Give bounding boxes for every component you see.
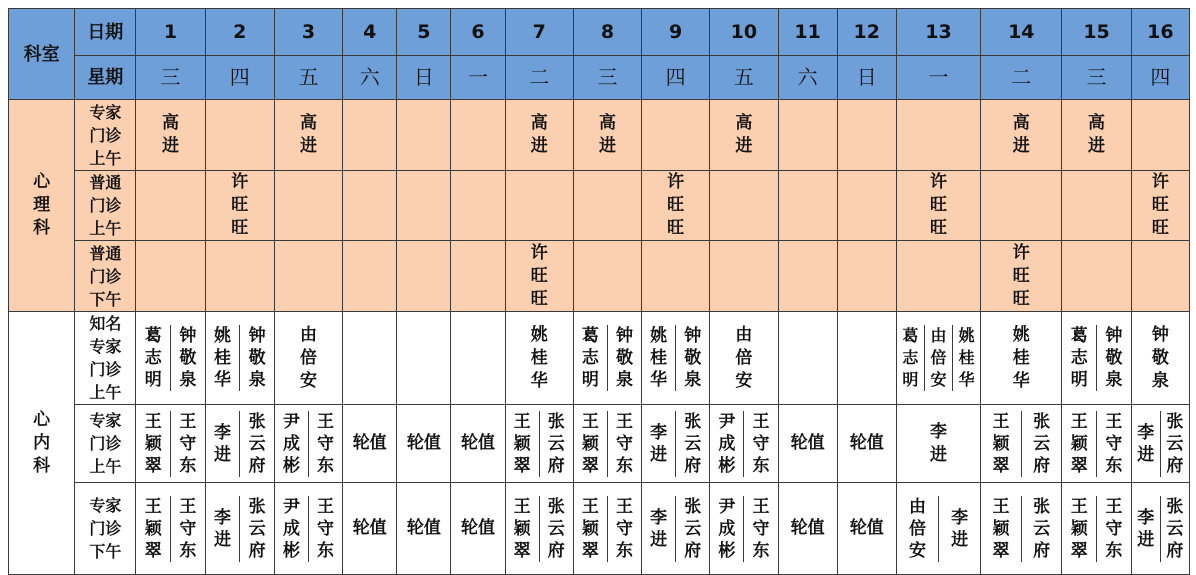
schedule-cell <box>778 312 837 405</box>
doctor-name: 李 进 <box>938 496 980 562</box>
schedule-cell <box>205 312 274 405</box>
doctor-name: 李 进 <box>1137 422 1155 465</box>
schedule-cell <box>1062 171 1131 241</box>
weekday-cell: 日 <box>397 56 451 100</box>
weekday-cell: 六 <box>343 56 397 100</box>
schedule-cell <box>981 405 1062 483</box>
schedule-cell <box>642 312 710 405</box>
schedule-cell <box>778 100 837 171</box>
schedule-cell <box>642 405 710 483</box>
doctor-name: 王 颖 翠 <box>992 411 1010 476</box>
doctor-name: 王 守 东 <box>1096 496 1131 562</box>
doctor-name: 张 云 府 <box>239 496 274 562</box>
schedule-cell <box>981 483 1062 575</box>
weekday-cell: 一 <box>896 56 980 100</box>
doctor-name: 李 进 <box>213 422 231 465</box>
schedule-cell: 高 进 <box>136 100 205 171</box>
doctor-name: 尹 成 彬 <box>718 496 736 561</box>
schedule-cell: 高 进 <box>573 100 641 171</box>
doctor-name: 王 颖 翠 <box>581 496 599 561</box>
schedule-cell <box>136 483 205 575</box>
dept-cardio: 心 内 科 <box>9 312 75 575</box>
doctor-name: 葛 志 明 <box>902 326 919 389</box>
weekday-cell: 三 <box>573 56 641 100</box>
schedule-cell <box>343 100 397 171</box>
doctor-name: 李 进 <box>650 507 668 550</box>
date-cell: 1 <box>136 9 205 56</box>
schedule-cell <box>136 241 205 312</box>
date-cell: 8 <box>573 9 641 56</box>
weekday-cell: 五 <box>274 56 342 100</box>
schedule-cell <box>397 100 451 171</box>
date-label: 日期 <box>75 9 136 56</box>
doctor-name: 李 进 <box>213 507 231 550</box>
doctor-name: 姚 桂 华 <box>952 325 980 391</box>
date-cell: 16 <box>1131 9 1189 56</box>
schedule-cell <box>642 241 710 312</box>
doctor-name: 张 云 府 <box>1160 411 1189 477</box>
schedule-cell: 轮值 <box>778 405 837 483</box>
schedule-cell: 轮值 <box>778 483 837 575</box>
schedule-cell <box>505 171 573 241</box>
schedule-cell: 轮值 <box>343 483 397 575</box>
weekday-cell: 六 <box>778 56 837 100</box>
schedule-cell <box>274 405 342 483</box>
doctor-name: 张 云 府 <box>239 411 274 477</box>
doctor-name: 钟 敬 泉 <box>1096 325 1131 391</box>
doctor-name: 由 倍 安 <box>908 496 926 561</box>
date-cell: 15 <box>1062 9 1131 56</box>
doctor-name: 王 颖 翠 <box>1070 411 1088 476</box>
schedule-cell <box>505 483 573 575</box>
schedule-cell <box>1131 241 1189 312</box>
date-cell: 5 <box>397 9 451 56</box>
date-cell: 6 <box>451 9 505 56</box>
schedule-cell <box>896 312 980 405</box>
schedule-cell: 许 旺 旺 <box>896 171 980 241</box>
schedule-cell <box>896 483 980 575</box>
doctor-name: 姚 桂 华 <box>213 326 231 390</box>
row-label: 专家 门诊 上午 <box>75 405 136 483</box>
schedule-cell <box>778 171 837 241</box>
weekday-cell: 四 <box>205 56 274 100</box>
schedule-cell <box>710 405 778 483</box>
schedule-cell <box>1062 241 1131 312</box>
weekday-cell: 四 <box>642 56 710 100</box>
schedule-cell <box>1131 100 1189 171</box>
schedule-cell <box>397 241 451 312</box>
schedule-cell <box>1062 483 1131 575</box>
schedule-cell <box>451 241 505 312</box>
schedule-cell <box>1062 312 1131 405</box>
doctor-name: 姚 桂 华 <box>650 326 668 390</box>
schedule-cell <box>837 312 896 405</box>
doctor-name: 王 守 东 <box>1096 411 1131 477</box>
schedule-cell: 轮值 <box>837 483 896 575</box>
schedule-cell <box>573 241 641 312</box>
schedule-cell: 由 倍 安 <box>274 312 342 405</box>
schedule-cell <box>1062 405 1131 483</box>
weekday-cell: 日 <box>837 56 896 100</box>
weekday-cell: 五 <box>710 56 778 100</box>
doctor-name: 王 颖 翠 <box>992 496 1010 561</box>
schedule-cell: 许 旺 旺 <box>1131 171 1189 241</box>
schedule-cell <box>397 312 451 405</box>
weekday-cell: 三 <box>1062 56 1131 100</box>
doctor-name: 王 颖 翠 <box>144 496 162 561</box>
schedule-cell <box>573 312 641 405</box>
doctor-name: 张 云 府 <box>1021 411 1062 477</box>
doctor-name: 张 云 府 <box>1160 496 1189 562</box>
doctor-name: 葛 志 明 <box>1070 326 1088 390</box>
doctor-name: 葛 志 明 <box>581 326 599 390</box>
doctor-name: 尹 成 彬 <box>282 411 300 476</box>
schedule-cell: 姚 桂 华 <box>505 312 573 405</box>
schedule-cell: 许 旺 旺 <box>505 241 573 312</box>
schedule-cell <box>896 100 980 171</box>
doctor-name: 张 云 府 <box>539 496 573 562</box>
dept-header: 科室 <box>9 9 75 100</box>
schedule-cell <box>837 100 896 171</box>
schedule-cell: 轮值 <box>397 405 451 483</box>
schedule-cell <box>274 241 342 312</box>
date-cell: 13 <box>896 9 980 56</box>
doctor-name: 钟 敬 泉 <box>170 325 205 391</box>
doctor-name: 尹 成 彬 <box>282 496 300 561</box>
schedule-cell <box>642 100 710 171</box>
weekday-cell: 二 <box>981 56 1062 100</box>
schedule-cell: 由 倍 安 <box>710 312 778 405</box>
schedule-cell <box>451 100 505 171</box>
schedule-cell: 高 进 <box>274 100 342 171</box>
schedule-cell <box>573 483 641 575</box>
schedule-cell <box>451 312 505 405</box>
row-label: 知名 专家 门诊 上午 <box>75 312 136 405</box>
schedule-cell <box>205 405 274 483</box>
doctor-name: 王 颖 翠 <box>513 411 531 476</box>
schedule-cell <box>573 171 641 241</box>
schedule-cell: 姚 桂 华 <box>981 312 1062 405</box>
doctor-name: 张 云 府 <box>539 411 573 477</box>
schedule-cell <box>274 171 342 241</box>
schedule-cell <box>778 241 837 312</box>
date-cell: 11 <box>778 9 837 56</box>
doctor-name: 王 守 东 <box>743 411 777 477</box>
date-cell: 14 <box>981 9 1062 56</box>
doctor-name: 王 守 东 <box>607 411 641 477</box>
schedule-cell <box>205 483 274 575</box>
doctor-name: 王 颖 翠 <box>144 411 162 476</box>
doctor-name: 王 守 东 <box>308 411 342 477</box>
doctor-name: 王 守 东 <box>607 496 641 562</box>
weekday-cell: 二 <box>505 56 573 100</box>
date-cell: 3 <box>274 9 342 56</box>
doctor-name: 王 守 东 <box>743 496 777 562</box>
schedule-cell <box>205 241 274 312</box>
schedule-cell <box>451 171 505 241</box>
schedule-cell: 高 进 <box>1062 100 1131 171</box>
schedule-cell <box>837 241 896 312</box>
date-cell: 2 <box>205 9 274 56</box>
doctor-name: 葛 志 明 <box>144 326 162 390</box>
doctor-name: 钟 敬 泉 <box>675 325 709 391</box>
weekday-cell: 四 <box>1131 56 1189 100</box>
doctor-name: 王 颖 翠 <box>581 411 599 476</box>
row-label: 普通 门诊 下午 <box>75 241 136 312</box>
doctor-name: 张 云 府 <box>1021 496 1062 562</box>
doctor-name: 李 进 <box>1137 507 1155 550</box>
doctor-name: 李 进 <box>650 422 668 465</box>
schedule-cell <box>642 483 710 575</box>
schedule-cell: 轮值 <box>451 483 505 575</box>
weekday-cell: 一 <box>451 56 505 100</box>
schedule-cell <box>505 405 573 483</box>
doctor-name: 由 倍 安 <box>924 325 952 391</box>
row-label: 专家 门诊 上午 <box>75 100 136 171</box>
schedule-cell <box>343 171 397 241</box>
schedule-cell <box>205 100 274 171</box>
doctor-name: 王 守 东 <box>170 496 205 562</box>
doctor-name: 王 守 东 <box>170 411 205 477</box>
schedule-cell: 许 旺 旺 <box>205 171 274 241</box>
schedule-cell <box>343 241 397 312</box>
date-cell: 9 <box>642 9 710 56</box>
row-label: 普通 门诊 上午 <box>75 171 136 241</box>
doctor-name: 王 守 东 <box>308 496 342 562</box>
schedule-cell <box>710 241 778 312</box>
row-label: 专家 门诊 下午 <box>75 483 136 575</box>
weekday-label: 星期 <box>75 56 136 100</box>
dept-psych: 心 理 科 <box>9 100 75 312</box>
schedule-cell <box>1131 483 1189 575</box>
schedule-cell: 高 进 <box>710 100 778 171</box>
schedule-cell <box>837 171 896 241</box>
schedule-cell: 轮值 <box>343 405 397 483</box>
doctor-name: 张 云 府 <box>675 496 709 562</box>
schedule-cell: 轮值 <box>397 483 451 575</box>
schedule-table <box>8 8 1190 575</box>
schedule-cell: 高 进 <box>981 100 1062 171</box>
schedule-cell <box>343 312 397 405</box>
date-cell: 7 <box>505 9 573 56</box>
doctor-name: 钟 敬 泉 <box>607 325 641 391</box>
doctor-name: 尹 成 彬 <box>718 411 736 476</box>
schedule-cell: 高 进 <box>505 100 573 171</box>
schedule-cell <box>710 483 778 575</box>
schedule-cell: 钟 敬 泉 <box>1131 312 1189 405</box>
schedule-cell <box>136 405 205 483</box>
schedule-cell <box>1131 405 1189 483</box>
doctor-name: 张 云 府 <box>675 411 709 477</box>
schedule-cell <box>896 241 980 312</box>
date-cell: 12 <box>837 9 896 56</box>
schedule-cell: 许 旺 旺 <box>642 171 710 241</box>
weekday-cell: 三 <box>136 56 205 100</box>
schedule-cell <box>274 483 342 575</box>
schedule-cell: 许 旺 旺 <box>981 241 1062 312</box>
schedule-cell: 李 进 <box>896 405 980 483</box>
date-cell: 4 <box>343 9 397 56</box>
doctor-name: 钟 敬 泉 <box>239 325 274 391</box>
schedule-cell <box>136 171 205 241</box>
date-cell: 10 <box>710 9 778 56</box>
doctor-name: 王 颖 翠 <box>1070 496 1088 561</box>
schedule-cell <box>710 171 778 241</box>
schedule-cell <box>981 171 1062 241</box>
schedule-cell <box>573 405 641 483</box>
schedule-cell: 轮值 <box>451 405 505 483</box>
schedule-cell <box>397 171 451 241</box>
doctor-name: 王 颖 翠 <box>513 496 531 561</box>
schedule-cell <box>136 312 205 405</box>
schedule-cell: 轮值 <box>837 405 896 483</box>
